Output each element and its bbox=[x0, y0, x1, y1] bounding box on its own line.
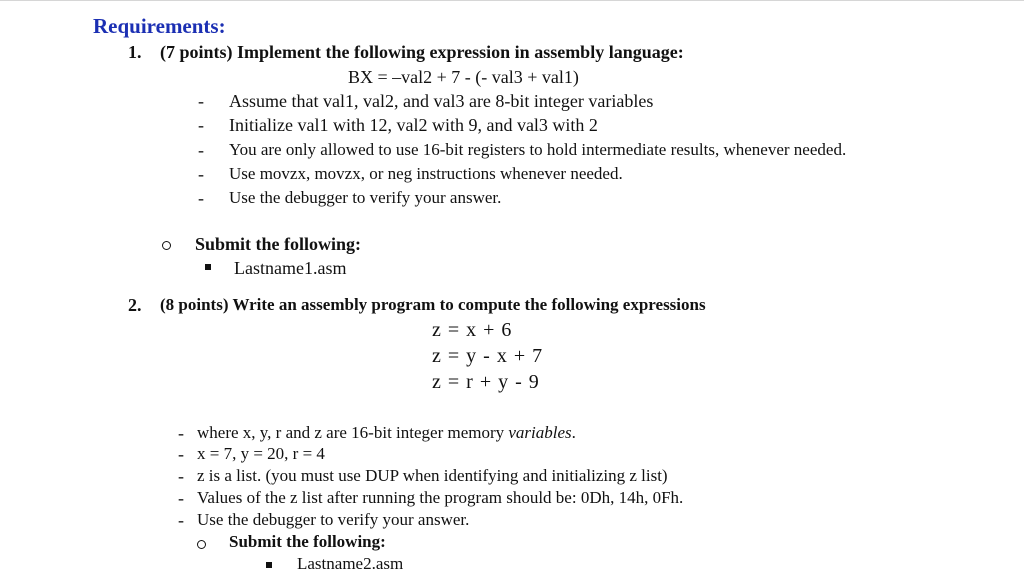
q2-bullet-4: Values of the z list after running the program should be: 0Dh, 14h, 0Fh. bbox=[197, 488, 684, 507]
q1-dash-4: - bbox=[198, 164, 204, 184]
q1-number: 1. bbox=[128, 42, 142, 62]
q1-expression: BX = –val2 + 7 - (- val3 + val1) bbox=[348, 67, 579, 87]
q1-bullet-1: Assume that val1, val2, and val3 are 8-bit integer variables bbox=[229, 91, 654, 111]
q1-dash-2: - bbox=[198, 115, 204, 135]
q1-submit-label: Submit the following: bbox=[195, 234, 362, 254]
q2-dash-2: - bbox=[178, 444, 184, 464]
q2-bullet-1-suffix: . bbox=[571, 423, 576, 442]
q2-title-line bbox=[160, 295, 706, 315]
q1-dash-5: - bbox=[198, 188, 204, 208]
q1-bullet-2: Initialize val1 with 12, val2 with 9, and val3 with 2 bbox=[229, 115, 598, 135]
q2-points: (8 points) bbox=[160, 295, 229, 314]
q1-points: (7 points) bbox=[160, 42, 233, 62]
q2-submit-file: Lastname2.asm bbox=[297, 554, 404, 573]
q1-title: Implement the following expression in assembly language: bbox=[237, 42, 684, 62]
top-rule bbox=[0, 0, 1024, 1]
q2-expression-2: z = y - x + 7 bbox=[432, 345, 544, 367]
q2-bullet-1 bbox=[197, 423, 576, 443]
q2-expression-3: z = r + y - 9 bbox=[432, 371, 540, 393]
q2-dash-1: - bbox=[178, 423, 184, 443]
q2-bullet-1-prefix: where x, y, r and z are 16-bit integer memory bbox=[197, 423, 505, 442]
q2-expression-1: z = x + 6 bbox=[432, 319, 513, 341]
q2-square-bullet bbox=[266, 562, 272, 568]
q2-dash-5: - bbox=[178, 510, 184, 530]
q2-bullet-3: z is a list. (you must use DUP when identifying and initializing z list) bbox=[197, 466, 668, 485]
q2-title: Write an assembly program to compute the following expressions bbox=[232, 295, 706, 314]
q2-dash-3: - bbox=[178, 466, 184, 486]
q2-dash-4: - bbox=[178, 488, 184, 508]
q1-square-bullet bbox=[205, 264, 211, 270]
q2-bullet-5: Use the debugger to verify your answer. bbox=[197, 510, 470, 529]
q1-dash-3: - bbox=[198, 140, 204, 160]
q2-bullet-2: x = 7, y = 20, r = 4 bbox=[197, 444, 325, 463]
q2-number: 2. bbox=[128, 295, 142, 315]
q2-circle-bullet bbox=[197, 540, 206, 549]
q1-dash-1: - bbox=[198, 91, 204, 111]
q1-submit-file: Lastname1.asm bbox=[234, 258, 347, 278]
requirements-heading: Requirements: bbox=[93, 14, 226, 38]
q1-circle-bullet bbox=[162, 241, 171, 250]
q1-title-line bbox=[160, 42, 684, 63]
q2-bullet-1-italic: variables bbox=[508, 423, 572, 442]
q1-bullet-5: Use the debugger to verify your answer. bbox=[229, 188, 502, 207]
q1-bullet-3: You are only allowed to use 16-bit registers to hold intermediate results, whenever needed. bbox=[229, 140, 847, 159]
q1-bullet-4: Use movzx, movzx, or neg instructions whenever needed. bbox=[229, 164, 623, 183]
q2-submit-label: Submit the following: bbox=[229, 532, 386, 551]
